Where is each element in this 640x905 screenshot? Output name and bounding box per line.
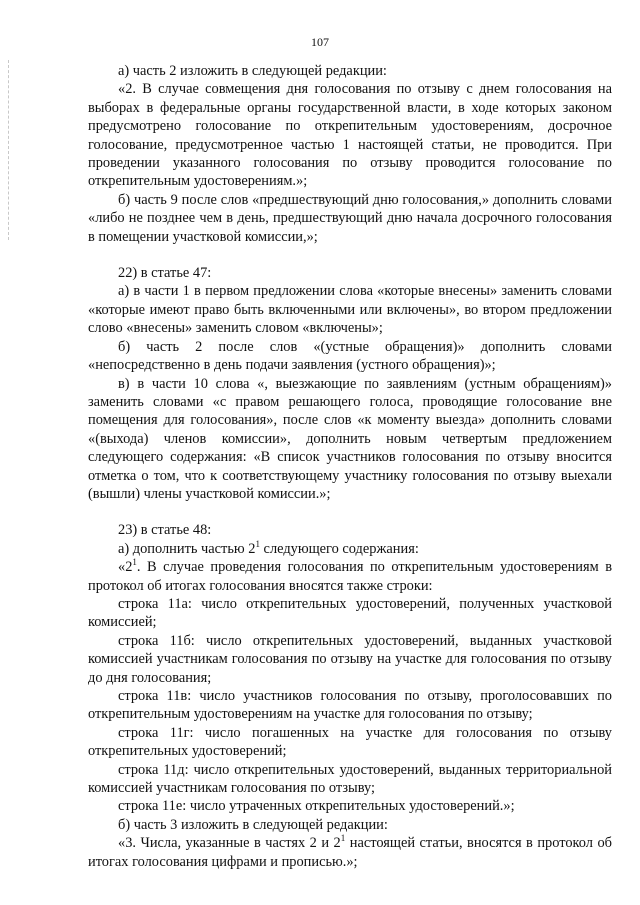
paragraph <box>88 521 612 539</box>
paragraph <box>88 595 612 632</box>
paragraph-text: а) часть 2 изложить в следующей редакции: <box>118 63 387 79</box>
paragraph <box>88 375 612 504</box>
paragraph <box>88 632 612 687</box>
paragraph-text: а) в части 1 в первом предложении слова «которые внесены» заменить словами «которые имеют право быть включенными или включены», во втором предложении слово «внесены» заменить словом «включены»; <box>88 283 612 337</box>
paragraph <box>88 282 612 337</box>
paragraph <box>88 191 612 246</box>
paragraph-text: строка 11д: число открепительных удостоверений, выданных территориальной комиссией участникам голосования по отзыву; <box>88 761 612 797</box>
paragraph-text: строка 11г: число погашенных на участке для голосования по отзыву открепительных удостоверений; <box>88 724 612 760</box>
paragraph <box>88 761 612 798</box>
paragraph <box>88 80 612 190</box>
paragraph-text: а) дополнить частью 2 <box>118 540 256 557</box>
paragraph-text: б) часть 9 после слов «предшествующий дню голосования,» дополнить словами «либо не позднее чем в день, предшествующий дню начала досрочного голосования в помещении участковой комиссии,»; <box>88 191 612 245</box>
paragraph <box>88 540 612 558</box>
document-body <box>88 62 612 871</box>
paragraph-text: строка 11б: число открепительных удостоверений, выданных участковой комиссией участникам голосования по отзыву на участке для голосования по отзыву до дня голосования; <box>88 632 612 686</box>
paragraph <box>88 687 612 724</box>
paragraph <box>88 724 612 761</box>
paragraph-text: строка 11е: число утраченных открепительных удостоверений.»; <box>118 798 515 815</box>
paragraph <box>88 558 612 595</box>
paragraph <box>88 834 612 871</box>
paragraph-text: б) часть 2 после слов «(устные обращения)» дополнить словами «непосредственно в день подачи заявления (устного обращения)»; <box>88 338 612 374</box>
paragraph-text: в) в части 10 слова «, выезжающие по заявлениям (устным обращениям)» заменить словами «с правом решающего голоса, проводящие голосование вне помещения для голосования», после слов «к моменту выезда» дополнить словами «(выхода) членов комиссии», дополнить новым четвертым предложением следующего содержания: «В список участников голосования по отзыву вносится отметка о том, что к соответствующему участнику голосования по отзыву выехали (вышли) члены участковой комиссии.»; <box>88 375 612 502</box>
paragraph-text: строка 11в: число участников голосования по отзыву, проголосовавших по открепительным удостоверениям на участке для голосования по отзыву; <box>88 688 612 723</box>
paragraph-text: строка 11а: число открепительных удостоверений, полученных участковой комиссией; <box>88 595 612 631</box>
paragraph <box>88 816 612 834</box>
paragraph <box>88 264 612 282</box>
paragraph-text: б) часть 3 изложить в следующей редакции: <box>118 816 388 833</box>
superscript: 1 <box>255 538 260 549</box>
paragraph <box>88 62 612 80</box>
paragraph-text-continued: . В случае проведения голосования по открепительным удостоверениям в протокол об итогах голосования вносятся также строки: <box>88 559 612 594</box>
paragraph-text: 22) в статье 47: <box>118 265 212 282</box>
paragraph-text: 23) в статье 48: <box>118 522 212 539</box>
paragraph-text: «2 <box>118 559 133 576</box>
paragraph <box>88 338 612 375</box>
superscript: 1 <box>340 833 346 844</box>
superscript: 1 <box>132 557 137 568</box>
paragraph-text: «3. Числа, указанные в частях 2 и 2 <box>118 835 341 852</box>
paragraph <box>88 797 612 815</box>
binding-margin-marks <box>8 60 10 240</box>
paragraph-text: «2. В случае совмещения дня голосования по отзыву с днем голосования на выборах в федеральные органы государственной власти, в ходе которых законом предусмотрено голосование по открепительным удостоверениям, досрочное голосование, предусмотренное частью 1 настоящей статьи, не проводится. При проведении указанного голосования по отзыву проводится голосование по открепительным удостоверениям.»; <box>88 81 612 190</box>
paragraph-text-continued: настоящей статьи, вносятся в протокол об итогах голосования цифрами и прописью.»; <box>88 835 612 870</box>
paragraph-gap <box>88 246 612 264</box>
paragraph-gap <box>88 503 612 521</box>
page-number: 107 <box>311 35 329 49</box>
paragraph-text-continued: следующего содержания: <box>259 540 419 557</box>
